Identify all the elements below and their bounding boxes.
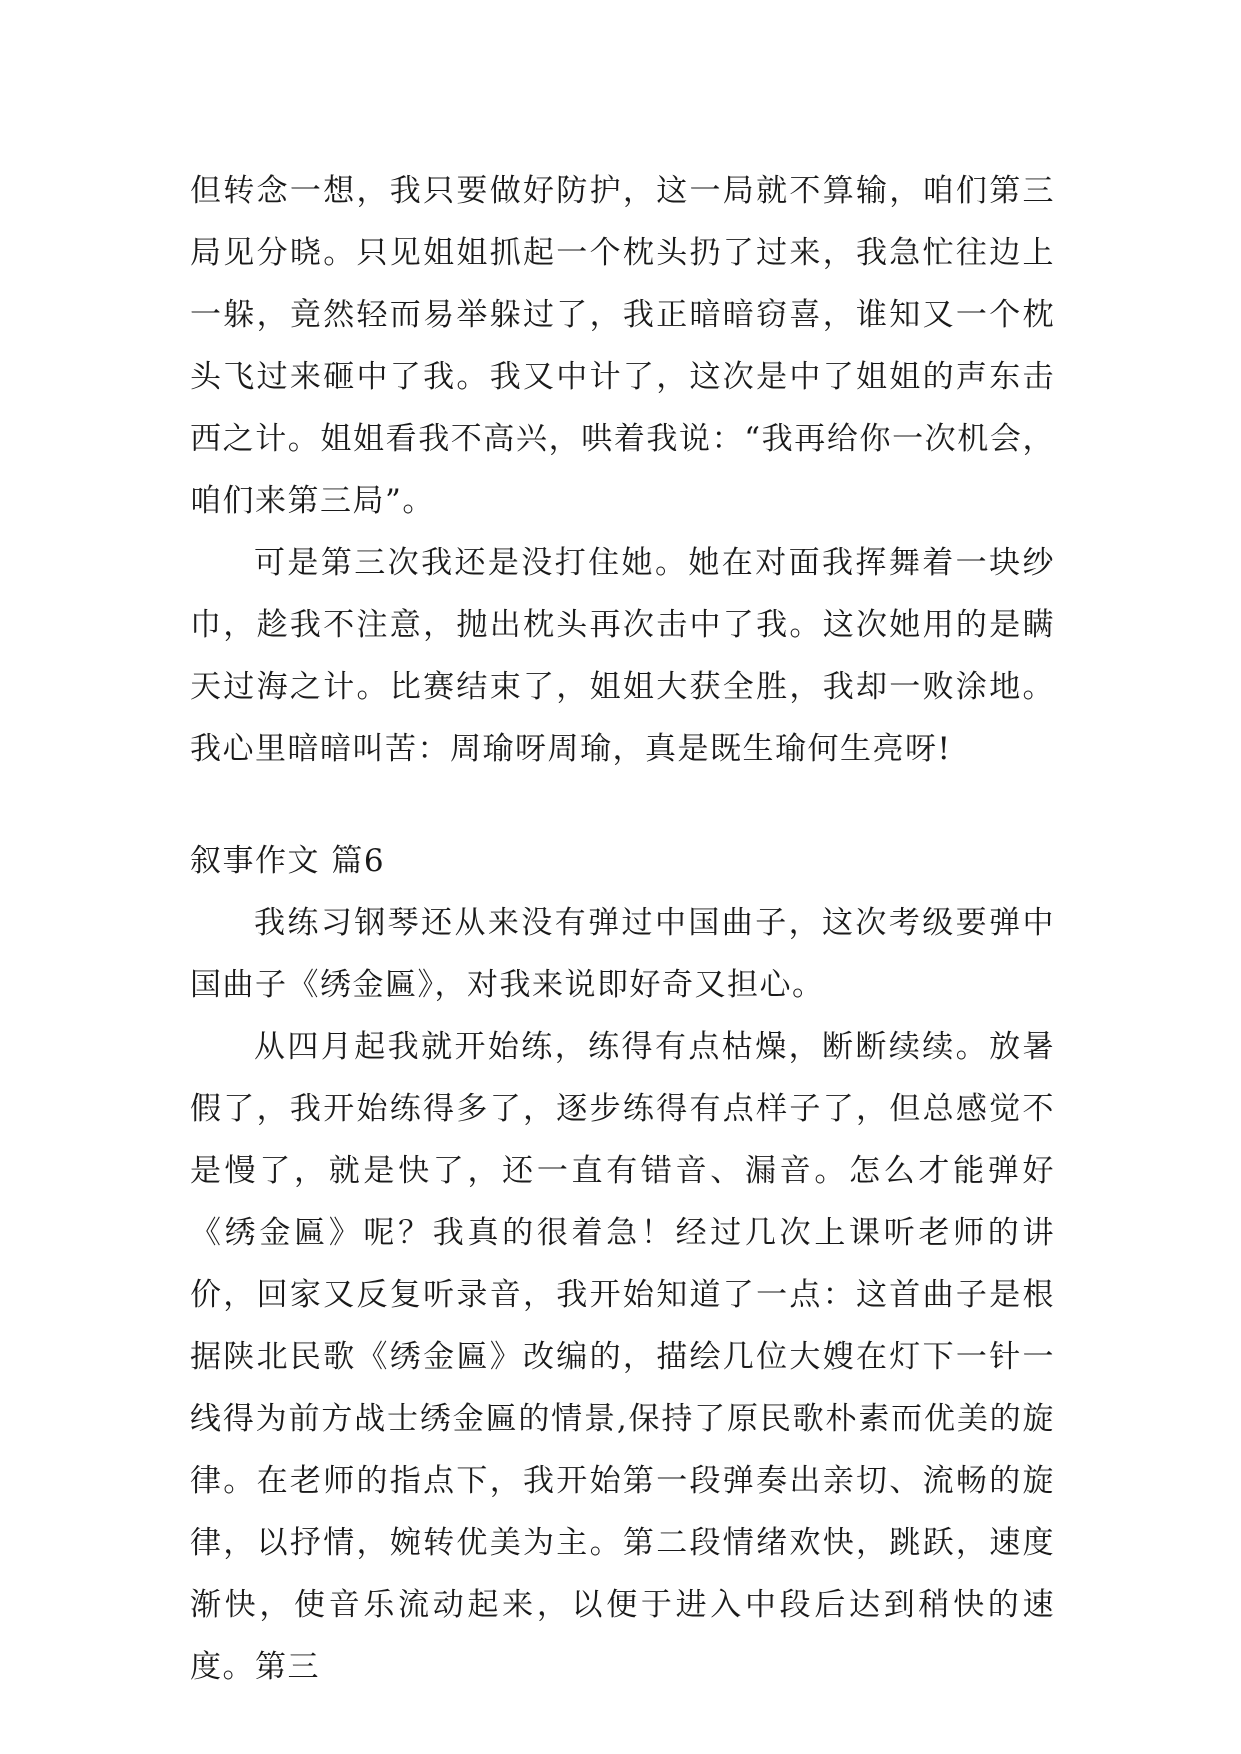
paragraph-4: 从四月起我就开始练，练得有点枯燥，断断续续。放暑假了，我开始练得多了，逐步练得有点样子了，但总感觉不是慢了，就是快了，还一直有错音、漏音。怎么才能弹好《绣金匾》呢？我真的很着急！经过几次上课听老师的讲价，回家又反复听录音，我开始知道了一点：这首曲子是根据陕北民歌《绣金匾》改编的，描绘几位大嫂在灯下一针一线得为前方战士绣金匾的情景,保持了原民歌朴素而优美的旋律。在老师的指点下，我开始第一段弹奏出亲切、流畅的旋律，以抒情，婉转优美为主。第二段情绪欢快，跳跃，速度渐快，使音乐流动起来，以便于进入中段后达到稍快的速度。第三 bbox=[190, 1029, 1055, 1685]
paragraph-3: 我练习钢琴还从来没有弹过中国曲子，这次考级要弹中国曲子《绣金匾》，对我来说即好奇又担心。 bbox=[190, 905, 1055, 1003]
paragraph-2: 可是第三次我还是没打住她。她在对面我挥舞着一块纱巾，趁我不注意，抛出枕头再次击中了我。这次她用的是瞒天过海之计。比赛结束了，姐姐大获全胜，我却一败涂地。我心里暗暗叫苦：周瑜呀周瑜，真是既生瑜何生亮呀! bbox=[190, 545, 1055, 767]
section-heading: 叙事作文 篇6 bbox=[190, 843, 386, 879]
paragraph-continued: 但转念一想，我只要做好防护，这一局就不算输，咱们第三局见分晓。只见姐姐抓起一个枕头扔了过来，我急忙往边上一躲，竟然轻而易举躲过了，我正暗暗窃喜，谁知又一个枕头飞过来砸中了我。我又中计了，这次是中了姐姐的声东击西之计。姐姐看我不高兴，哄着我说：“我再给你一次机会，咱们来第三局”。 bbox=[190, 173, 1055, 519]
document-body bbox=[190, 160, 1055, 1698]
